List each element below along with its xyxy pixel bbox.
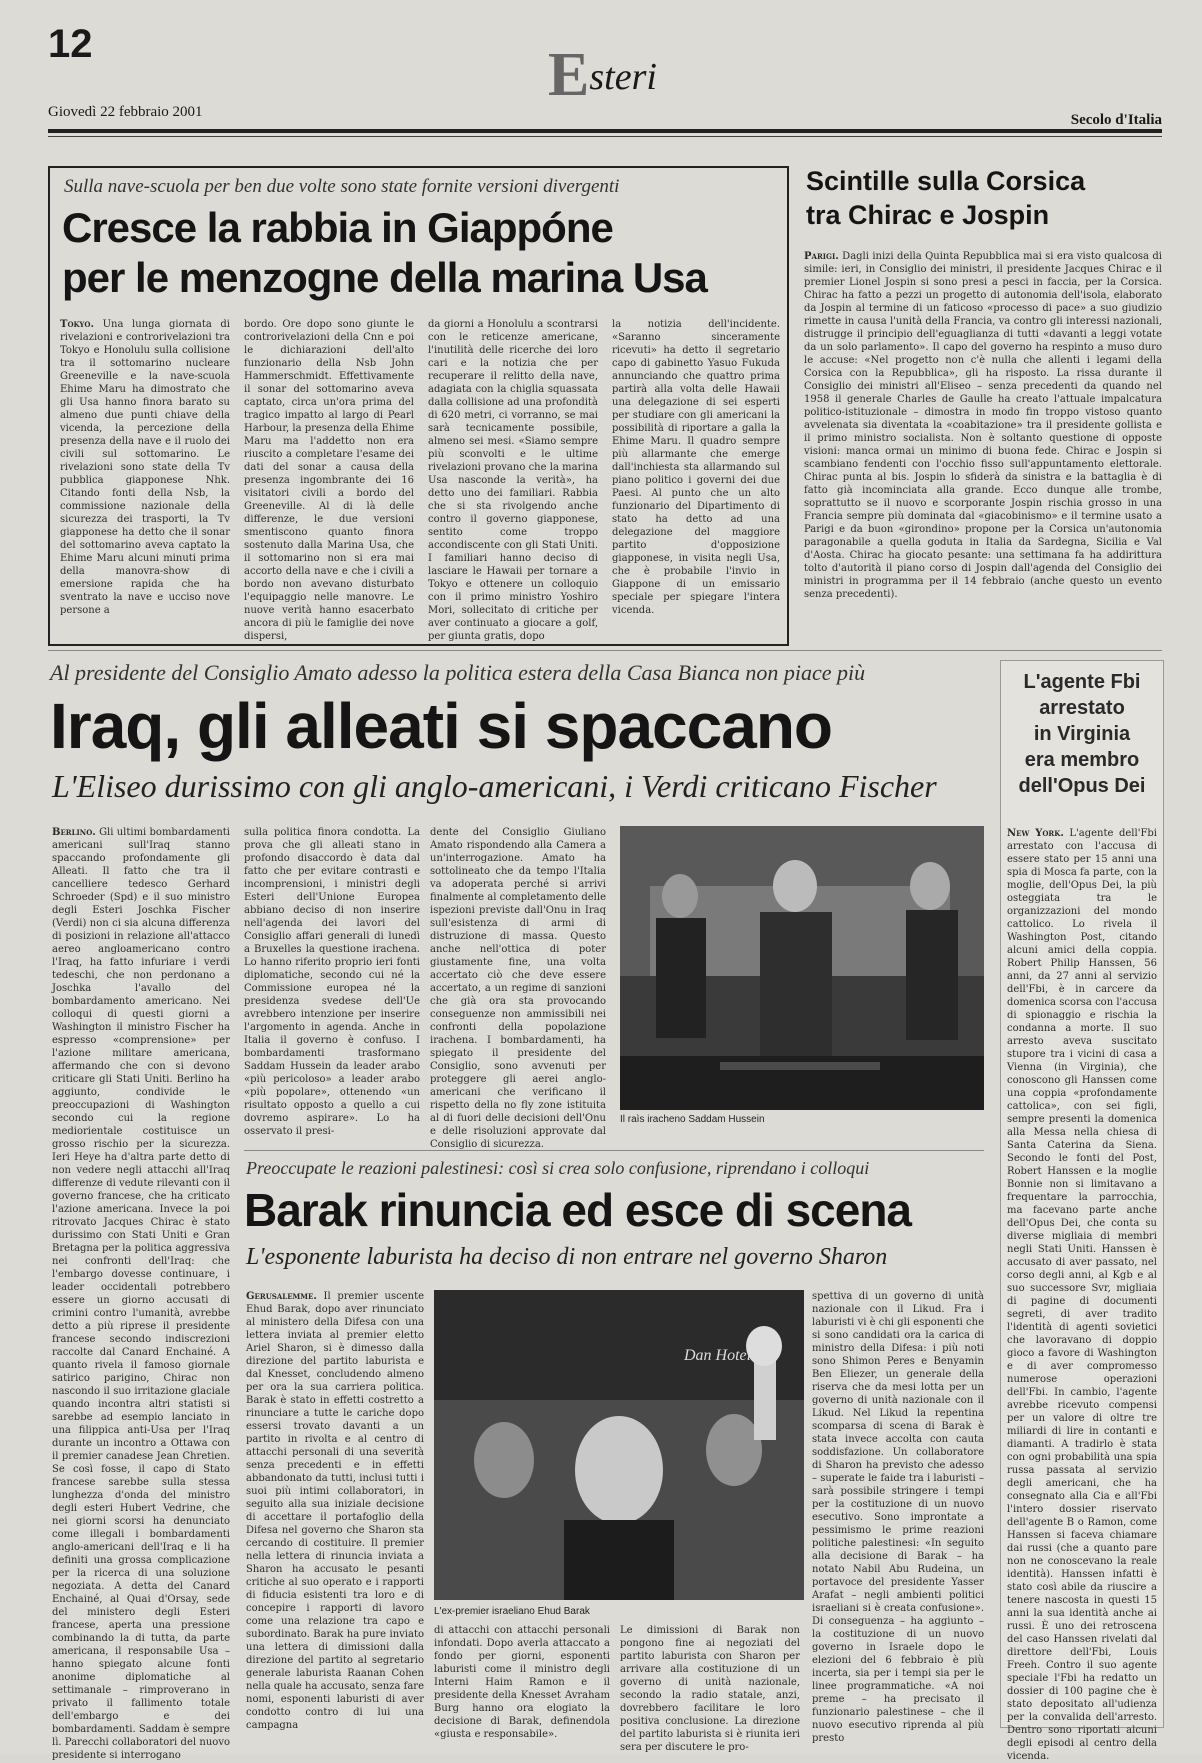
article-iraq-text-1: Gli ultimi bombardamenti americani sull'Iraq stanno spaccando profondamente gli Alleati. Il fatto che tra il cancelliere tedesco Gerhard Schroeder (Spd) e il suo ministro degli Esteri Joschka Fischer (Verdi) non ci sia alcuna differenza di posizioni in relazione all'attacco aereo angloamericano contro l'Iraq, ha fatto infuriare i verdi tedeschi, che non perdonano a Joschka l'avallo del bombardamento americano. Nei colloqui di questi giorni a Washington il ministro Fischer ha espresso «comprensione» per l'azione militare americana, affermando che con si devono criticare gli Stati Uniti. Berlino ha aggiunto, condivide le preoccupazioni di Washington secondo cui la regione mediorientale costituisce un grosso rischio per la sicurezza. Ieri Heye ha d'altra parte detto di non vedere negli attacchi all'Iraq differenze di vedute rilevanti con il governo francese, che ha criticato l'azione americana. Invece la poi ritrovato Jacques Chirac è stato durissimo con Stati Uniti e Gran Bretagna per la politica aggressiva nei confronti dell'Iraq: che l'embargo dovesse continuare, i leader occidentali potrebbero essere un giorno accusati di crimini contro l'umanità, avrebbe detto a più riprese il presidente francese secondo indiscrezioni raccolte dal Canard Enchainé. A quanto rivela il famoso giornale satirico parigino, Chirac non nascondo il suo irritazione glaciale quando incontra altri statisti si sarebbe ad esempio lanciato in una filippica anti-Usa per l'Iraq durante un incontro a Ottawa con il premier canadese Jean Chretien. Se così fosse, il capo di Stato francese sarebbe sulla stessa lunghezza d'onda del ministro degli esteri Hubert Vedrine, che nei giorni scorsi ha denunciato come illegali i bombardamenti anglo-americani dell'Iraq e li ha definiti una grossa complicazione per la ricerca di una soluzione negoziata. A detta del Canard Enchainé, al Quai d'Orsay, sede del ministero degli Esteri francese, aperta una pressione combinando la di tutta, da parte americana, il responsabile Usa – hanno spiegato alcune fonti anonime diplomatiche al settimanale – rimproverano in privato il fallimento totale dell'embargo e dei bombardamenti. Saddam è sempre lì. Parecchi collaboratori del nuovo presidente si interrogano bbox=[52, 827, 230, 1761]
barak-photo-illustration bbox=[434, 1290, 804, 1600]
article-iraq-col-1 bbox=[52, 826, 230, 1761]
article-iraq-kicker: Al presidente del Consiglio Amato adesso la politica estera della Casa Bianca non piace più bbox=[50, 660, 866, 685]
divider bbox=[244, 1150, 984, 1151]
article-corsica bbox=[804, 160, 1164, 640]
article-japan-col-1 bbox=[60, 318, 230, 636]
issue-date: Giovedì 22 febbraio 2001 bbox=[48, 104, 203, 120]
article-barak-headline: Barak rinuncia ed esce di scena bbox=[244, 1184, 912, 1236]
article-iraq-deck: L'Eliseo durissimo con gli anglo-americani, i Verdi criticano Fischer bbox=[52, 768, 937, 804]
article-corsica-body bbox=[804, 250, 1162, 634]
article-japan-headline-2: per le menzogne della marina Usa bbox=[62, 254, 707, 301]
article-barak-text-1: Il premier uscente Ehud Barak, dopo aver rinunciato al ministero della Difesa con una lettera inviata al premier eletto Ariel Sharon, si è dimesso dalla direzione del partito laburista e dal Knesset, concludendo almeno per ora la sua carriera politica. Barak è stato in effetti costretto a rinunciare a tutte le cariche dopo essersi trovato davanti a un partito in rivolta e al centro di attacchi personali di una severità senza precedenti e in effetti abbandonato da tutti, inclusi tutti i suoi più intimi collaboratori, in seguito alla sua iniziale decisione di accettare il portafoglio della Difesa nel governo che Sharon sta cercando di costituire. Il premier nella lettera di rinuncia inviata a Sharon ha accusato le pesanti critiche al suo operato e i rapporti di fiducia esistenti tra loro e di concepire i rapporti di lavoro come una relazione tra capo e subordinato. Barak ha pure inviato una lettera di dimissioni dalla direzione del partito al segretario generale laburista Raanan Cohen nella quale ha accusato, senza fare nomi, esponenti laburisti di aver condotto contro di lui una campagna bbox=[246, 1291, 424, 1731]
article-corsica-headline-1: Scintille sulla Corsica bbox=[806, 166, 1086, 196]
page-number: 12 bbox=[48, 22, 93, 66]
saddam-photo bbox=[620, 826, 984, 1110]
article-japan bbox=[48, 166, 789, 646]
article-fbi-body bbox=[1007, 827, 1157, 1762]
article-fbi-headline-1: L'agente Fbi bbox=[1023, 671, 1141, 693]
dateline: Gerusalemme. bbox=[246, 1291, 317, 1302]
article-iraq-headline: Iraq, gli alleati si spaccano bbox=[50, 690, 832, 762]
article-fbi-headline-2: arrestato bbox=[1039, 697, 1125, 719]
article-japan-col-3: da giorni a Honolulu a scontrarsi con le reticenze americane, l'inutilità delle ricerche dei loro cari e la notizia che per recuperare il relitto della nave, adagiata con la chiglia squassata dalla collisione ad una profondità di 620 metri, ci vorranno, se mai sarà tecnicamente possibile, almeno sei mesi. «Siamo sempre più sconvolti e le ultime rivelazioni provano che la marina Usa nasconde la verità», ha detto uno dei familiari. Rabbia che si sta rivolgendo anche contro il governo giapponese, sentito come troppo accondiscente con gli Stati Uniti. I familiari hanno deciso di lasciare le Hawaii per tornare a Tokyo e ottenere un colloquio con il primo ministro Yoshiro Mori, sollecitato di critiche per aver continuato a giocare a golf, per giunta gratis, dopo bbox=[428, 319, 598, 642]
article-japan-col-4: la notizia dell'incidente. «Saranno sinceramente ricevuti» ha detto il segretario capo di gabinetto Yasuo Fukuda annunciando che quattro prima partirà alla volta delle Hawaii una delegazione di sei esperti per studiare con gli americani la possibilità di riportare a galla la Ehime Maru. Il quadro sempre più allarmante che emerge dall'inchiesta sta allarmando sul piano politico i governi dei due Paesi. Al punto che un alto funzionario del Dipartimento di stato ha detto ad una delegazione del maggiore partito d'opposizione giapponese, in visita negli Usa, che è probabile l'invio in Giappone di un emissario speciale per spiegare l'intera vicenda. bbox=[612, 319, 780, 616]
dateline: New York. bbox=[1007, 828, 1064, 839]
saddam-photo-illustration bbox=[620, 826, 984, 1110]
article-barak-col-1 bbox=[246, 1290, 424, 1731]
article-japan-kicker: Sulla nave-scuola per ben due volte sono state fornite versioni divergenti bbox=[64, 176, 620, 197]
masthead: Secolo d'Italia bbox=[1070, 112, 1162, 128]
article-japan-headline-1: Cresce la rabbia in Giappóne bbox=[62, 204, 613, 251]
article-barak-col-2: di attacchi con attacchi personali infondati. Dopo averla attaccato a fondo per giorni, esponenti laburisti come il ministro degli Interni Haim Ramon e il presidente della Knesset Avraham Burg hanno ora elogiato la decisione di Barak, definendola «giusta e responsabile». bbox=[434, 1625, 610, 1740]
barak-photo-caption: L'ex-premier israeliano Ehud Barak bbox=[434, 1606, 590, 1617]
article-corsica-text: Dagli inizi della Quinta Repubblica mai si era visto qualcosa di simile: ieri, in Consiglio dei ministri, il presidente Jacques Chirac e il premier Lionel Jospin si sono presi a pesci in faccia, per la Corsica. Chirac ha fatto a pezzi un progetto di autonomia dell'isola, elaborato da Jospin al termine di un faticoso «processo di pace» a suo giudizio rimette in causa l'unità della Francia, va contro gli interessi nazionali, distrugge il principio dell'eguaglianza di tutti «davanti a leggi votate da un solo parlamento». Il capo del governo ha respinto a muso duro le accuse: «Nel progetto non c'è nulla che allenti i legami della Corsica con la Repubblica», gli ha risposto. La rissa durante il Consiglio dei ministri all'Eliseo – senza precedenti da quando nel 1958 il generale Charles de Gaulle ha creato l'attuale impalcatura politico-istituzionale – dimostra in modo fin troppo vistoso quanto avvelenata sia diventata la «coabitazione» tra il presidente gollista e il primo ministro socialista. Non è soltanto questione di opposte visioni: manca ormai un minimo di buona fede. Chirac e Jospin si scambiano fendenti con l'occhio fisso sull'appuntamento elettorale. Chirac punta al bis. Jospin lo sfiderà da sinistra e la battaglia è di fatto già incominciata alla grande. Ecco dunque alle trombe, soprattutto se il nuovo e scorporante Jospin rischia grosso in una Francia sempre più dominata dal «giacobinismo» e il termine usato a Parigi e da buon «girondino» propone per la Corsica un'autonomia paragonabile a quella goduta in Italia da Sardegna, Sicilia e Val d'Aosta. Chirac ha giocato pesante: una settimana fa ha addirittura tolto d'autorità il piano corso di Jospin dall'agenda del Consiglio dei ministri in programma per il 14 febbraio (anche questo un evento senza precedenti). bbox=[804, 251, 1162, 600]
article-barak-col-3: spettiva di un governo di unità nazionale con il Likud. Fra i laburisti vi è chi gli esponenti che si sono candidati ora la carica di ministro della Difesa: i più noti sono Shimon Peres e Benyamin Ben Eliezer, un generale della riserva che da mesi lotta per un governo di unità nazionale con il Likud. Nel Likud la repentina scomparsa di scena di Barak è stata invece accolta con cauta soddisfazione. Un collaboratore di Sharon ha previsto che adesso – superate le faide tra i laburisti – sarà possibile stringere i tempi per la costituzione di un nuovo esecutivo. Sono improntate a pessimismo le prime reazioni politiche palestinesi: «In seguito alla decisione di Barak – ha notato Nabil Abu Rudeina, un portavoce del presidente Yasser Arafat – negli ambienti politici israeliani si è creata confusione». Di conseguenza – ha aggiunto – la costituzione di un nuovo governo in Israele dopo le elezioni del 6 febbraio è più incerta, sia per i tempi sia per le linee programmatiche. «A noi preme – ha precisato il funzionario palestinese – che il nuovo esecutivo riprenda al più presto bbox=[812, 1291, 984, 1744]
section-rest: steri bbox=[589, 56, 657, 98]
section-title bbox=[548, 40, 657, 111]
dateline: Berlino. bbox=[52, 827, 96, 838]
dateline: Parigi. bbox=[804, 251, 839, 262]
article-barak-col-4: Le dimissioni di Barak non pongono fine ai negoziati del partito laburista con Sharon per arrivare alla costituzione di un governo di unità nazionale, secondo la radio statale, anzi, dovrebbero facilitare le loro positiva conclusione. La direzione del partito laburista si è riunita ieri sera per discutere le pro- bbox=[620, 1625, 800, 1753]
article-iraq-col-3: dente del Consiglio Giuliano Amato rispondendo alla Camera a un'interrogazione. Amato ha sottolineato che da tempo l'Italia va adoperata perché si arrivi finalmente al completamento delle ispezioni previste dall'Onu in Iraq sull'esistenza di armi di distruzione di massa. Questo anche nell'ottica di poter giustamente fine, una volta accertato ciò che deve essere accertato, a un regime di sanzioni che già ora sta provocando conseguenze non ammissibili nei confronti della popolazione irachena. I bombardamenti, ha spiegato il presidente del Consiglio, sono avvenuti per proteggere gli aerei anglo-americani che verificano il rispetto della no fly zone istituita al di fuori delle decisioni dell'Onu e delle risoluzioni approvate dal Consiglio di sicurezza. bbox=[430, 827, 606, 1150]
article-fbi-headline-3: in Virginia bbox=[1033, 723, 1131, 745]
article-barak-kicker: Preoccupate le reazioni palestinesi: così si crea solo confusione, riprendano i colloqui bbox=[246, 1158, 870, 1178]
article-barak-deck: L'esponente laburista ha deciso di non entrare nel governo Sharon bbox=[246, 1244, 888, 1270]
article-iraq-col-2: sulla politica finora condotta. La prova che gli alleati stano in profondo disaccordo è data dal fatto che per evitare contrasti e incomprensioni, i ministri degli Esteri dell'Unione Europea abbiano deciso di non inserire nell'agenda dei lavori del Consiglio affari generali di lunedì a Bruxelles la questione irachena. Lo hanno riferito proprio ieri fonti diplomatiche, secondo cui né la Commissione europea né la presidenza svedese dell'Ue avrebbero intenzione per inserire l'argomento in agenda. Anche in Italia il governo è confuso. I bombardamenti trasformano Saddam Hussein da leader arabo «più pericoloso» a leader arabo «più popolare», ottenendo «un risultato opposto a quello a cui dovremo aspirare». Lo ha osservato il presi- bbox=[244, 827, 420, 1137]
article-fbi bbox=[1000, 660, 1164, 1762]
divider bbox=[48, 650, 1162, 651]
header-rule bbox=[48, 129, 1162, 133]
barak-photo-sign: Dan Hotel bbox=[684, 1347, 752, 1364]
article-fbi-headline-4: era membro bbox=[1024, 749, 1140, 771]
article-fbi-text: L'agente dell'Fbi arrestato con l'accusa di essere stato per 15 anni una spia di Mosca fa parte, con la moglie, dell'Opus Dei, la più osteggiata tra le organizzazioni del mondo cattolico. Lo rivela il Washington Post, citando alcuni amici della coppia. Robert Philip Hanssen, 56 anni, da 27 anni al servizio dell'Fbi, è in carcere da domenica scorsa con l'accusa di spionaggio e rischia la condanna a morte. Il suo arresto aveva suscitato stupore tra i vicini di casa a Vienna (in Virginia), che conoscono gli Hanssen come una coppia «profondamente cattolica», con sei figli, sempre presenti la domenica alla Messa nella chiesa di Santa Caterina da Siena. Secondo le fonti del Post, Robert Hanssen e la moglie Bonnie non si limitavano a frequentare la parrocchia, ma facevano parte anche dell'Opus Dei, che conta su diverse migliaia di membri negli Stati Uniti. Hanssen è accusato di aver passato, nel corso degli anni, al Kgb e al suo successore Svr, migliaia di pagine di documenti segreti, di aver tradito l'identità di agenti sovietici che lavoravano di doppio gioco a favore di Washington e di aver compromesso numerose operazioni dell'Fbi. In cambio, l'agente avrebbe ricevuto compensi per un valore di oltre tre miliardi di lire in contanti e diamanti. A tradirlo è stata con ogni probabilità una spia russa passata al servizio degli americani, che ha consegnato alla Cia e all'Fbi l'intero dossier riservato dell'agente B o Ramon, come Hanssen si faceva chiamare dai russi (che a quanto pare non ne conoscevano la reale identità). Hanssen infatti è stato così abile da riuscire a tenere nascosta in questi 15 anni la sua identità anche ai russi. È uno dei retroscena del caso Hanssen rivelati dal direttore dell'Fbi, Louis Freeh. Contro il suo agente speciale l'Fbi ha redatto un dossier di 100 pagine che è stato depositato all'udienza per la convalida dell'arresto. Dentro sono riportati alcuni degli episodi al centro della vicenda. bbox=[1007, 828, 1157, 1762]
dateline: Tokyo. bbox=[60, 319, 95, 330]
article-japan-text-1: Una lunga giornata di rivelazioni e controrivelazioni tra Tokyo e Honolulu sulla collisione tra il sottomarino nucleare Greeneville e la nave-scuola Ehime Maru ha dimostrato che gli Usa hanno finora barato su almeno due punti chiave della vicenda, la percezione della presenza della nave e il ruolo dei civili sul sottomarino. Le rivelazioni sono state della Tv pubblica giapponese Nhk. Citando fonti della Nsb, la commissione nazionale della sicurezza dei trasporti, la Tv giapponese ha detto che il sonar del sottomarino aveva captato la Ehime Maru alcuni minuti prima della manovra-show di emersione rapida che ha sventrato la nave e ucciso nove persone a bbox=[60, 319, 230, 616]
header-rule-thin bbox=[48, 136, 1162, 137]
article-fbi-headline-5: dell'Opus Dei bbox=[1018, 775, 1146, 797]
section-initial: E bbox=[548, 41, 590, 109]
article-corsica-headline-2: tra Chirac e Jospin bbox=[806, 200, 1050, 230]
barak-photo bbox=[434, 1290, 804, 1600]
article-japan-col-2: bordo. Ore dopo sono giunte le controrivelazioni della Cnn e poi le dichiarazioni dell'alto funzionario della Nsb John Hammerschmidt. Effettivamente il sonar del sottomarino aveva captato, circa un'ora prima del tragico impatto al largo di Pearl Harbour, la presenza della Ehime Maru ma l'addetto non era riuscito a completare l'esame dei dati del sonar a causa della presenza ingombrante dei 16 visitatori civili a bordo del Greeneville. Al di là delle differenze, le due versioni smentiscono quanto finora sostenuto dalla Marina Usa, che il sottomarino non si era mai accorto della nave e che i civili a bordo non avevano disturbato l'equipaggio nelle manovre. Le nuove verità hanno esacerbato ancora di più le famiglie dei nove dispersi, bbox=[244, 319, 414, 642]
saddam-photo-caption: Il raìs iracheno Saddam Hussein bbox=[620, 1114, 765, 1125]
